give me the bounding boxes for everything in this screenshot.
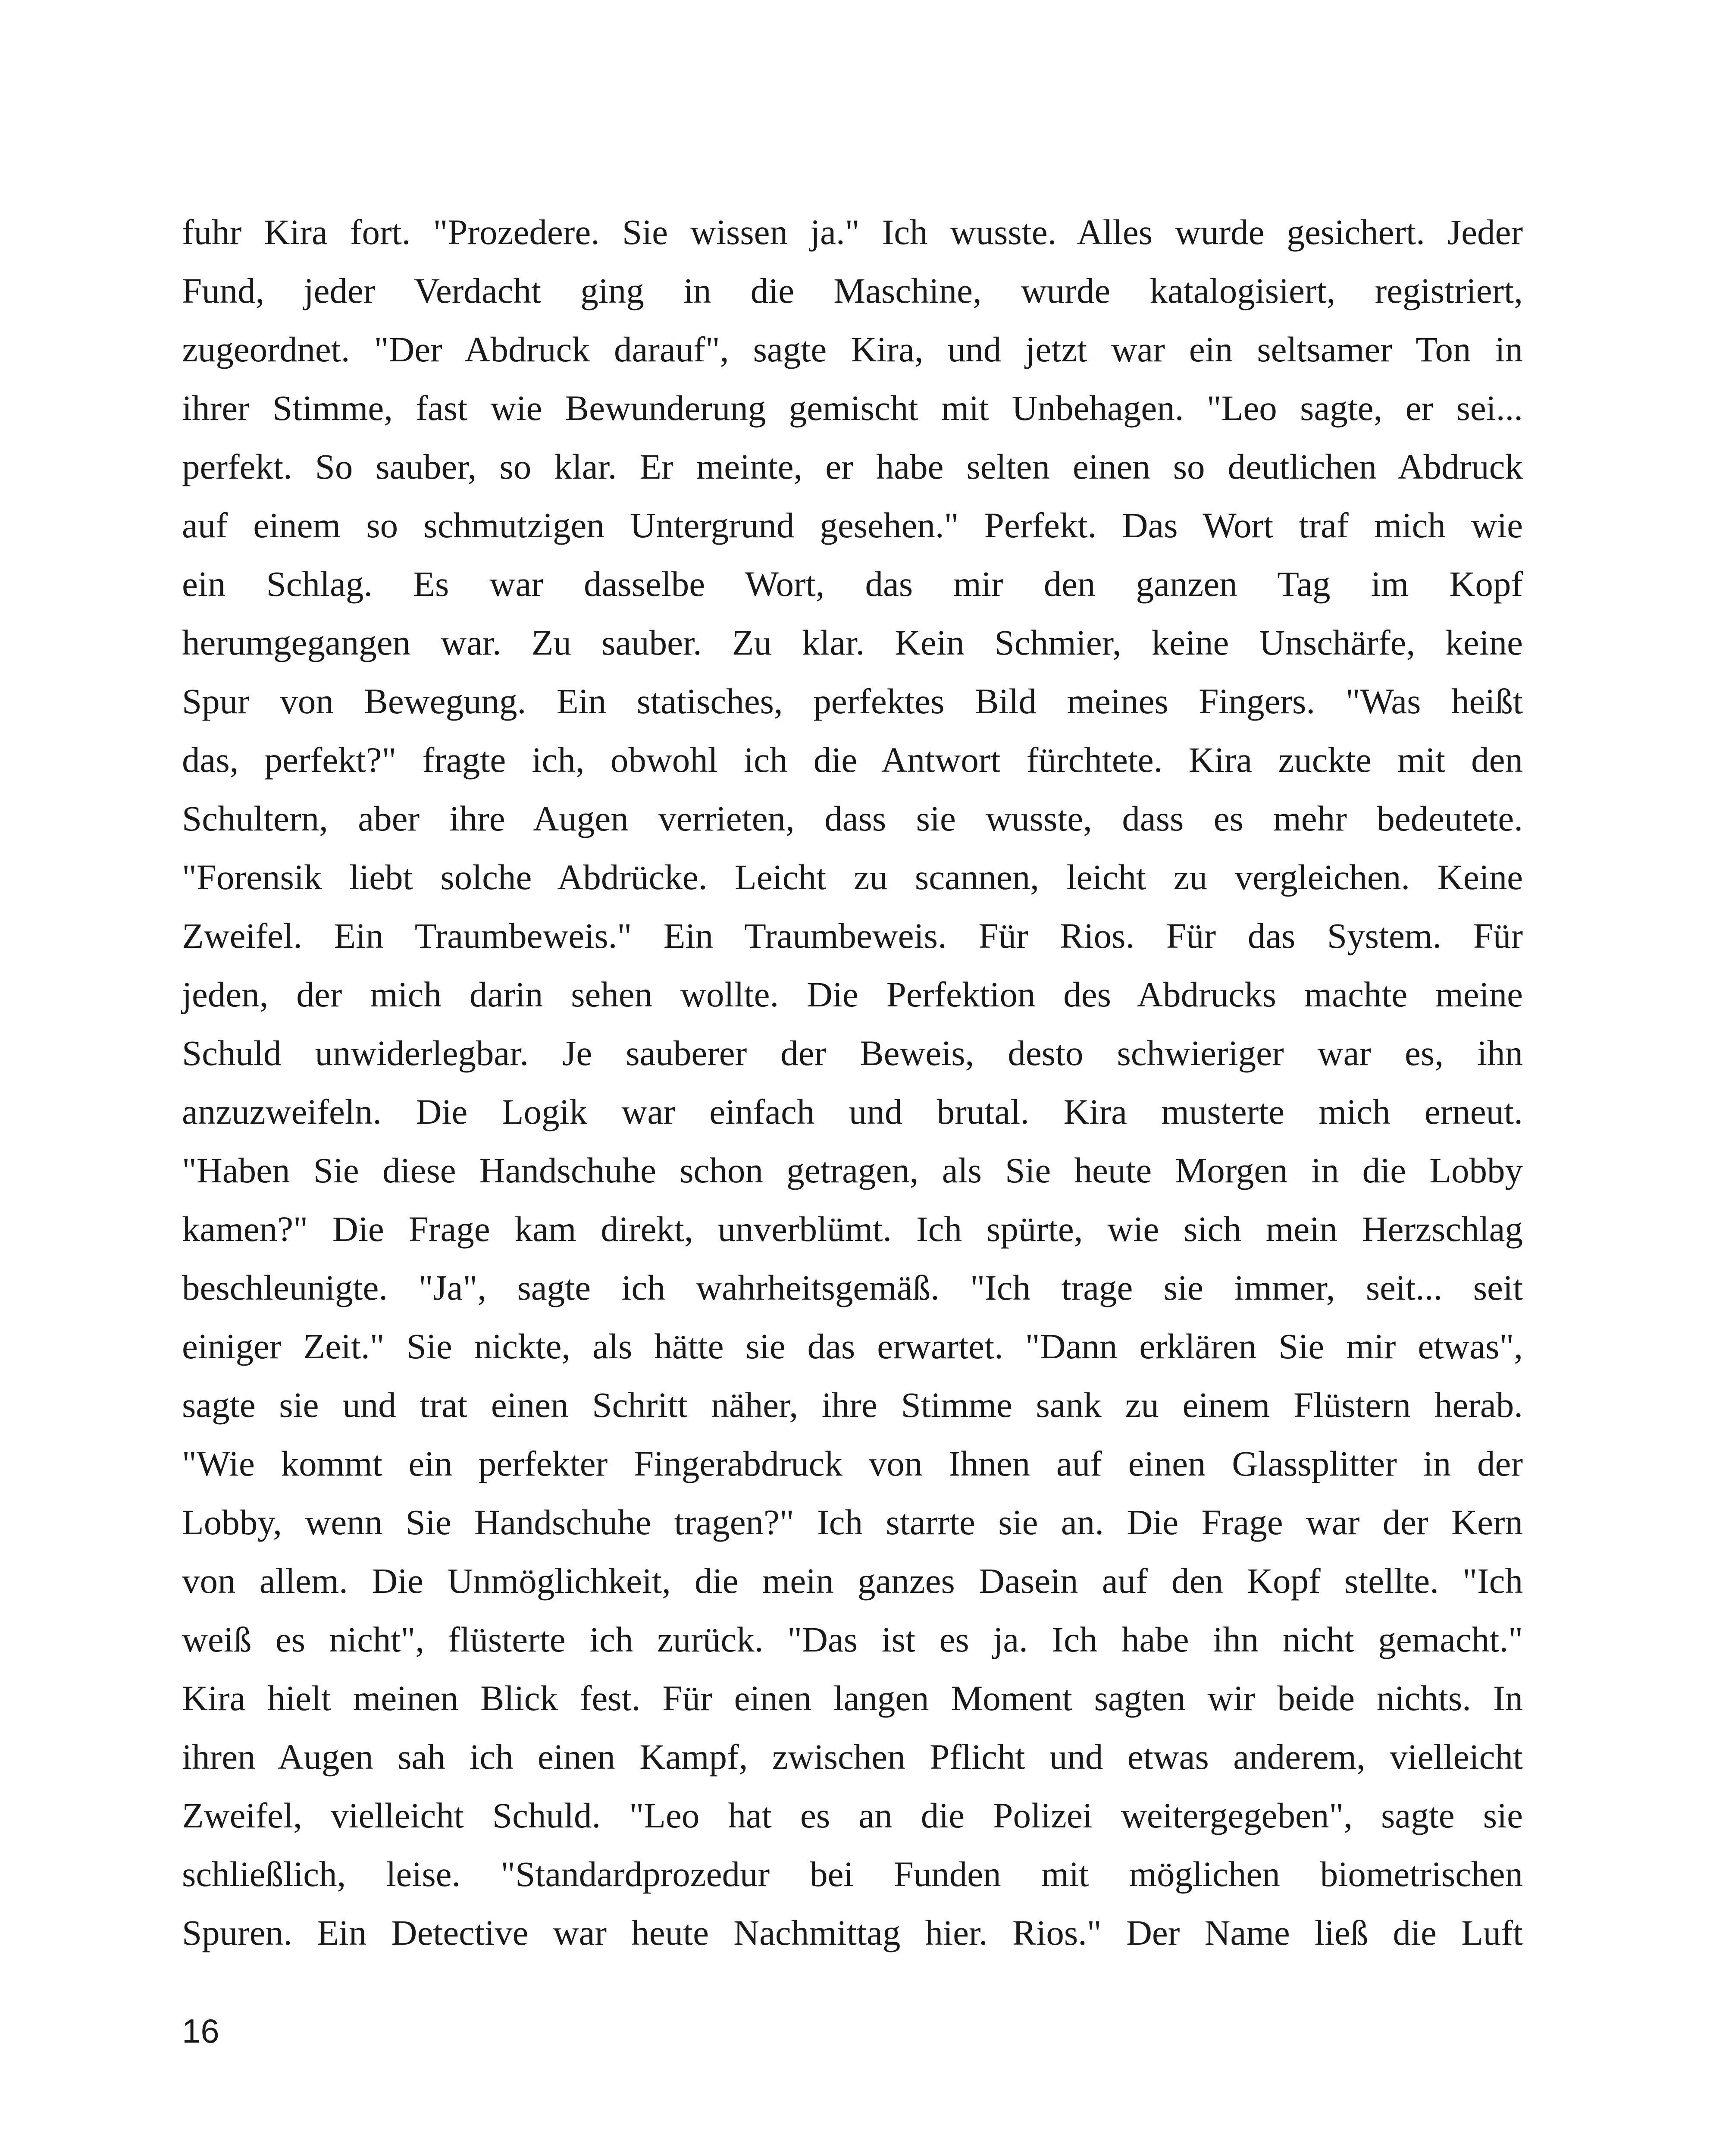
- text-line: einiger Zeit." Sie nickte, als hätte sie das erwartet. "Dann erklären Sie mir etwas",: [182, 1326, 1523, 1366]
- text-line: ihrer Stimme, fast wie Bewunderung gemischt mit Unbehagen. "Leo sagte, er sei...: [182, 388, 1523, 428]
- text-line: schließlich, leise. "Standardprozedur bei Funden mit möglichen biometrischen: [182, 1854, 1523, 1894]
- body-text: [182, 203, 1523, 1962]
- text-line: von allem. Die Unmöglichkeit, die mein ganzes Dasein auf den Kopf stellte. "Ich: [182, 1561, 1523, 1601]
- text-line: Lobby, wenn Sie Handschuhe tragen?" Ich starrte sie an. Die Frage war der Kern: [182, 1502, 1523, 1542]
- text-line: anzuzweifeln. Die Logik war einfach und brutal. Kira musterte mich erneut.: [182, 1092, 1523, 1131]
- page-number: 16: [182, 2012, 219, 2050]
- text-line: kamen?" Die Frage kam direkt, unverblümt. Ich spürte, wie sich mein Herzschlag: [182, 1209, 1523, 1249]
- text-line: fuhr Kira fort. "Prozedere. Sie wissen ja." Ich wusste. Alles wurde gesichert. Jeder: [182, 212, 1523, 252]
- text-line: Spuren. Ein Detective war heute Nachmittag hier. Rios." Der Name ließ die Luft: [182, 1913, 1523, 1952]
- text-line: Spur von Bewegung. Ein statisches, perfektes Bild meines Fingers. "Was heißt: [182, 681, 1523, 721]
- text-line: Fund, jeder Verdacht ging in die Maschine, wurde katalogisiert, registriert,: [182, 271, 1523, 310]
- text-line: Zweifel. Ein Traumbeweis." Ein Traumbeweis. Für Rios. Für das System. Für: [182, 916, 1523, 956]
- text-line: auf einem so schmutzigen Untergrund gesehen." Perfekt. Das Wort traf mich wie: [182, 505, 1523, 545]
- text-line: weiß es nicht", flüsterte ich zurück. "Das ist es ja. Ich habe ihn nicht gemacht.": [182, 1620, 1523, 1659]
- text-line: Zweifel, vielleicht Schuld. "Leo hat es an die Polizei weitergegeben", sagte sie: [182, 1796, 1523, 1835]
- text-line: Kira hielt meinen Blick fest. Für einen langen Moment sagten wir beide nichts. In: [182, 1678, 1523, 1718]
- text-line: Schultern, aber ihre Augen verrieten, dass sie wusste, dass es mehr bedeutete.: [182, 799, 1523, 838]
- text-line: beschleunigte. "Ja", sagte ich wahrheitsgemäß. "Ich trage sie immer, seit... seit: [182, 1268, 1523, 1307]
- text-line: "Wie kommt ein perfekter Fingerabdruck von Ihnen auf einen Glassplitter in der: [182, 1444, 1523, 1483]
- text-line: jeden, der mich darin sehen wollte. Die Perfektion des Abdrucks machte meine: [182, 975, 1523, 1014]
- text-line: das, perfekt?" fragte ich, obwohl ich die Antwort fürchtete. Kira zuckte mit den: [182, 740, 1523, 780]
- text-line: ein Schlag. Es war dasselbe Wort, das mir den ganzen Tag im Kopf: [182, 564, 1523, 604]
- text-line: Schuld unwiderlegbar. Je sauberer der Beweis, desto schwieriger war es, ihn: [182, 1033, 1523, 1073]
- text-line: herumgegangen war. Zu sauber. Zu klar. Kein Schmier, keine Unschärfe, keine: [182, 623, 1523, 662]
- text-line: perfekt. So sauber, so klar. Er meinte, er habe selten einen so deutlichen Abdruck: [182, 447, 1523, 486]
- text-line: "Forensik liebt solche Abdrücke. Leicht zu scannen, leicht zu vergleichen. Keine: [182, 857, 1523, 897]
- text-line: ihren Augen sah ich einen Kampf, zwischen Pflicht und etwas anderem, vielleicht: [182, 1737, 1523, 1777]
- text-line: "Haben Sie diese Handschuhe schon getragen, als Sie heute Morgen in die Lobby: [182, 1150, 1523, 1190]
- text-line: zugeordnet. "Der Abdruck darauf", sagte Kira, und jetzt war ein seltsamer Ton in: [182, 329, 1523, 369]
- text-line: sagte sie und trat einen Schritt näher, ihre Stimme sank zu einem Flüstern herab.: [182, 1385, 1523, 1425]
